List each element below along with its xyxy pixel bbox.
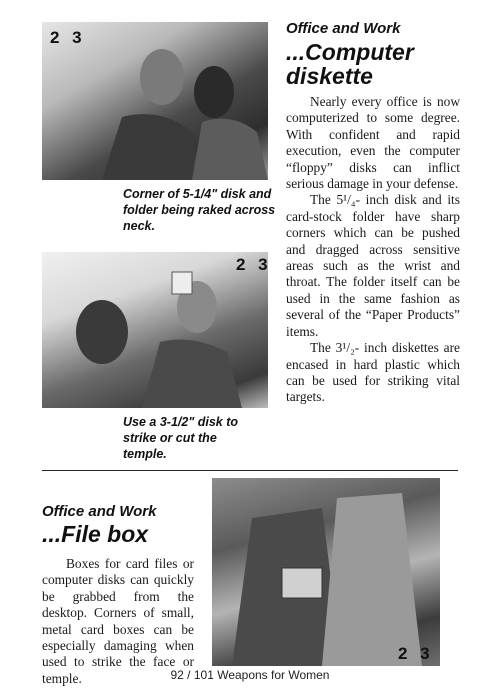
photo-disk-temple-art bbox=[42, 252, 268, 408]
section-title bbox=[286, 40, 414, 88]
section-title-line: ...Computer bbox=[286, 39, 414, 65]
page-footer: 92 / 101 Weapons for Women bbox=[170, 668, 330, 682]
paragraph: Nearly every office is now computerized to some degree. With confident and rapid execution, even the computer “floppy” disks can inflict serious damage in your defense. bbox=[286, 94, 460, 192]
section-divider bbox=[42, 470, 458, 471]
section-title: ...File box bbox=[42, 521, 149, 547]
figure-number: 2 3 bbox=[398, 644, 434, 663]
paragraph: Boxes for card files or computer disks can quickly be grabbed from the desktop. Corners of small, metal card boxes can be especially damaging when used to strike the face or temple. bbox=[42, 556, 194, 686]
photo-caption: Use a 3-1/2" disk to strike or cut the temple. bbox=[123, 415, 239, 461]
section-kicker: Office and Work bbox=[42, 503, 157, 520]
photo-caption: Corner of 5-1/4" disk and folder being raked across neck. bbox=[123, 187, 276, 233]
paragraph: The 5¹/₄- inch disk and its card-stock folder have sharp corners which can be pushed and dragged across sensitive areas such as the wrist and throat. The folder itself can be used in the same fashion as several of the “Paper Products” items. bbox=[286, 192, 460, 339]
section-title-line: diskette bbox=[286, 63, 373, 89]
paragraph: The 3¹/₂- inch diskettes are encased in hard plastic which can be used for striking vital targets. bbox=[286, 340, 460, 405]
figure-number: 2 3 bbox=[50, 28, 86, 47]
photo-disk-temple bbox=[42, 252, 268, 408]
photo-file-box-art bbox=[212, 478, 440, 666]
section-body bbox=[286, 94, 460, 406]
figure-number: 2 3 bbox=[236, 255, 272, 274]
photo-file-box bbox=[212, 478, 440, 666]
section-kicker: Office and Work bbox=[286, 20, 401, 37]
